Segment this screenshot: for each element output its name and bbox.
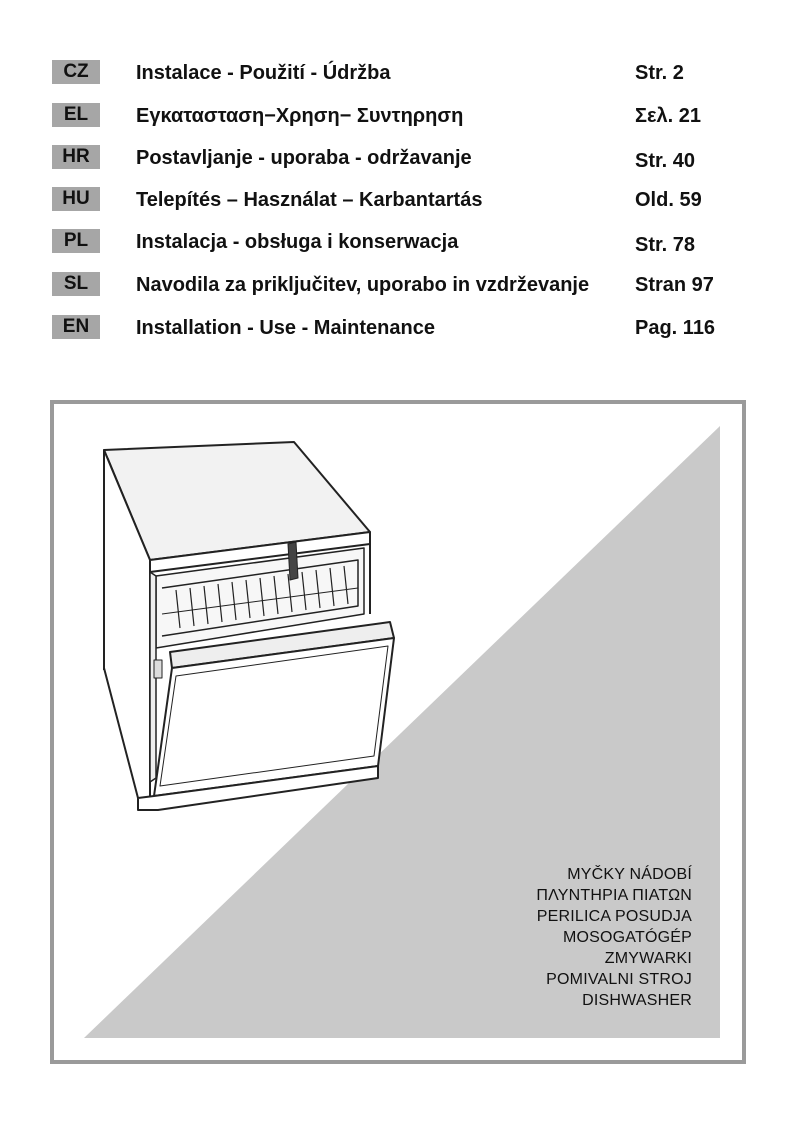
lang-badge-hu: HU — [52, 187, 100, 211]
product-names — [536, 864, 692, 1011]
toc-row-hr — [0, 145, 802, 175]
toc-row-cz — [0, 60, 802, 90]
toc-title-sl: Navodila za priključitev, uporabo in vzdrževanje — [136, 274, 590, 296]
lang-badge-sl: SL — [52, 272, 100, 296]
lang-badge-en: EN — [52, 315, 100, 339]
product-name-pl: ZMYWARKI — [604, 950, 692, 967]
toc-page-cz: Str. 2 — [635, 62, 684, 84]
toc-page-hu: Old. 59 — [635, 189, 702, 211]
toc-row-el — [0, 103, 802, 133]
product-name-el: ΠΛΥΝΤΗΡΙΑ ΠΙΑΤΩΝ — [536, 887, 692, 904]
toc-page-en: Pag. 116 — [635, 317, 716, 339]
toc-title-el: Εγκατασταση−Χρηση− Συντηρηση — [136, 105, 464, 127]
product-name-hu: MOSOGATÓGÉP — [562, 929, 692, 946]
toc-title-pl: Instalacja - obsługa i konserwacja — [136, 231, 459, 253]
product-name-sl: POMIVALNI STROJ — [546, 971, 692, 988]
cover-illustration-frame — [50, 400, 746, 1064]
toc-row-sl — [0, 272, 802, 302]
toc-row-pl — [0, 229, 802, 259]
toc-title-hu: Telepítés – Használat – Karbantartás — [136, 189, 483, 211]
lang-badge-hr: HR — [52, 145, 100, 169]
toc-row-en — [0, 315, 802, 345]
product-name-hr: PERILICA POSUDJA — [536, 908, 692, 925]
toc-title-en: Installation - Use - Maintenance — [136, 317, 435, 339]
lang-badge-el: EL — [52, 103, 100, 127]
toc-row-hu — [0, 187, 802, 217]
lang-badge-cz: CZ — [52, 60, 100, 84]
dishwasher-illustration — [98, 438, 408, 818]
lang-badge-pl: PL — [52, 229, 100, 253]
toc-page-hr: Str. 40 — [635, 150, 696, 172]
product-name-cz: MYČKY NÁDOBÍ — [567, 866, 692, 883]
toc-page-pl: Str. 78 — [635, 234, 696, 256]
toc-title-cz: Instalace - Použití - Údržba — [136, 62, 391, 84]
product-name-en: DISHWASHER — [582, 992, 692, 1009]
toc-page-el: Σελ. 21 — [635, 105, 701, 127]
toc-page-sl: Stran 97 — [635, 274, 714, 296]
toc-title-hr: Postavljanje - uporaba - održavanje — [136, 147, 472, 169]
